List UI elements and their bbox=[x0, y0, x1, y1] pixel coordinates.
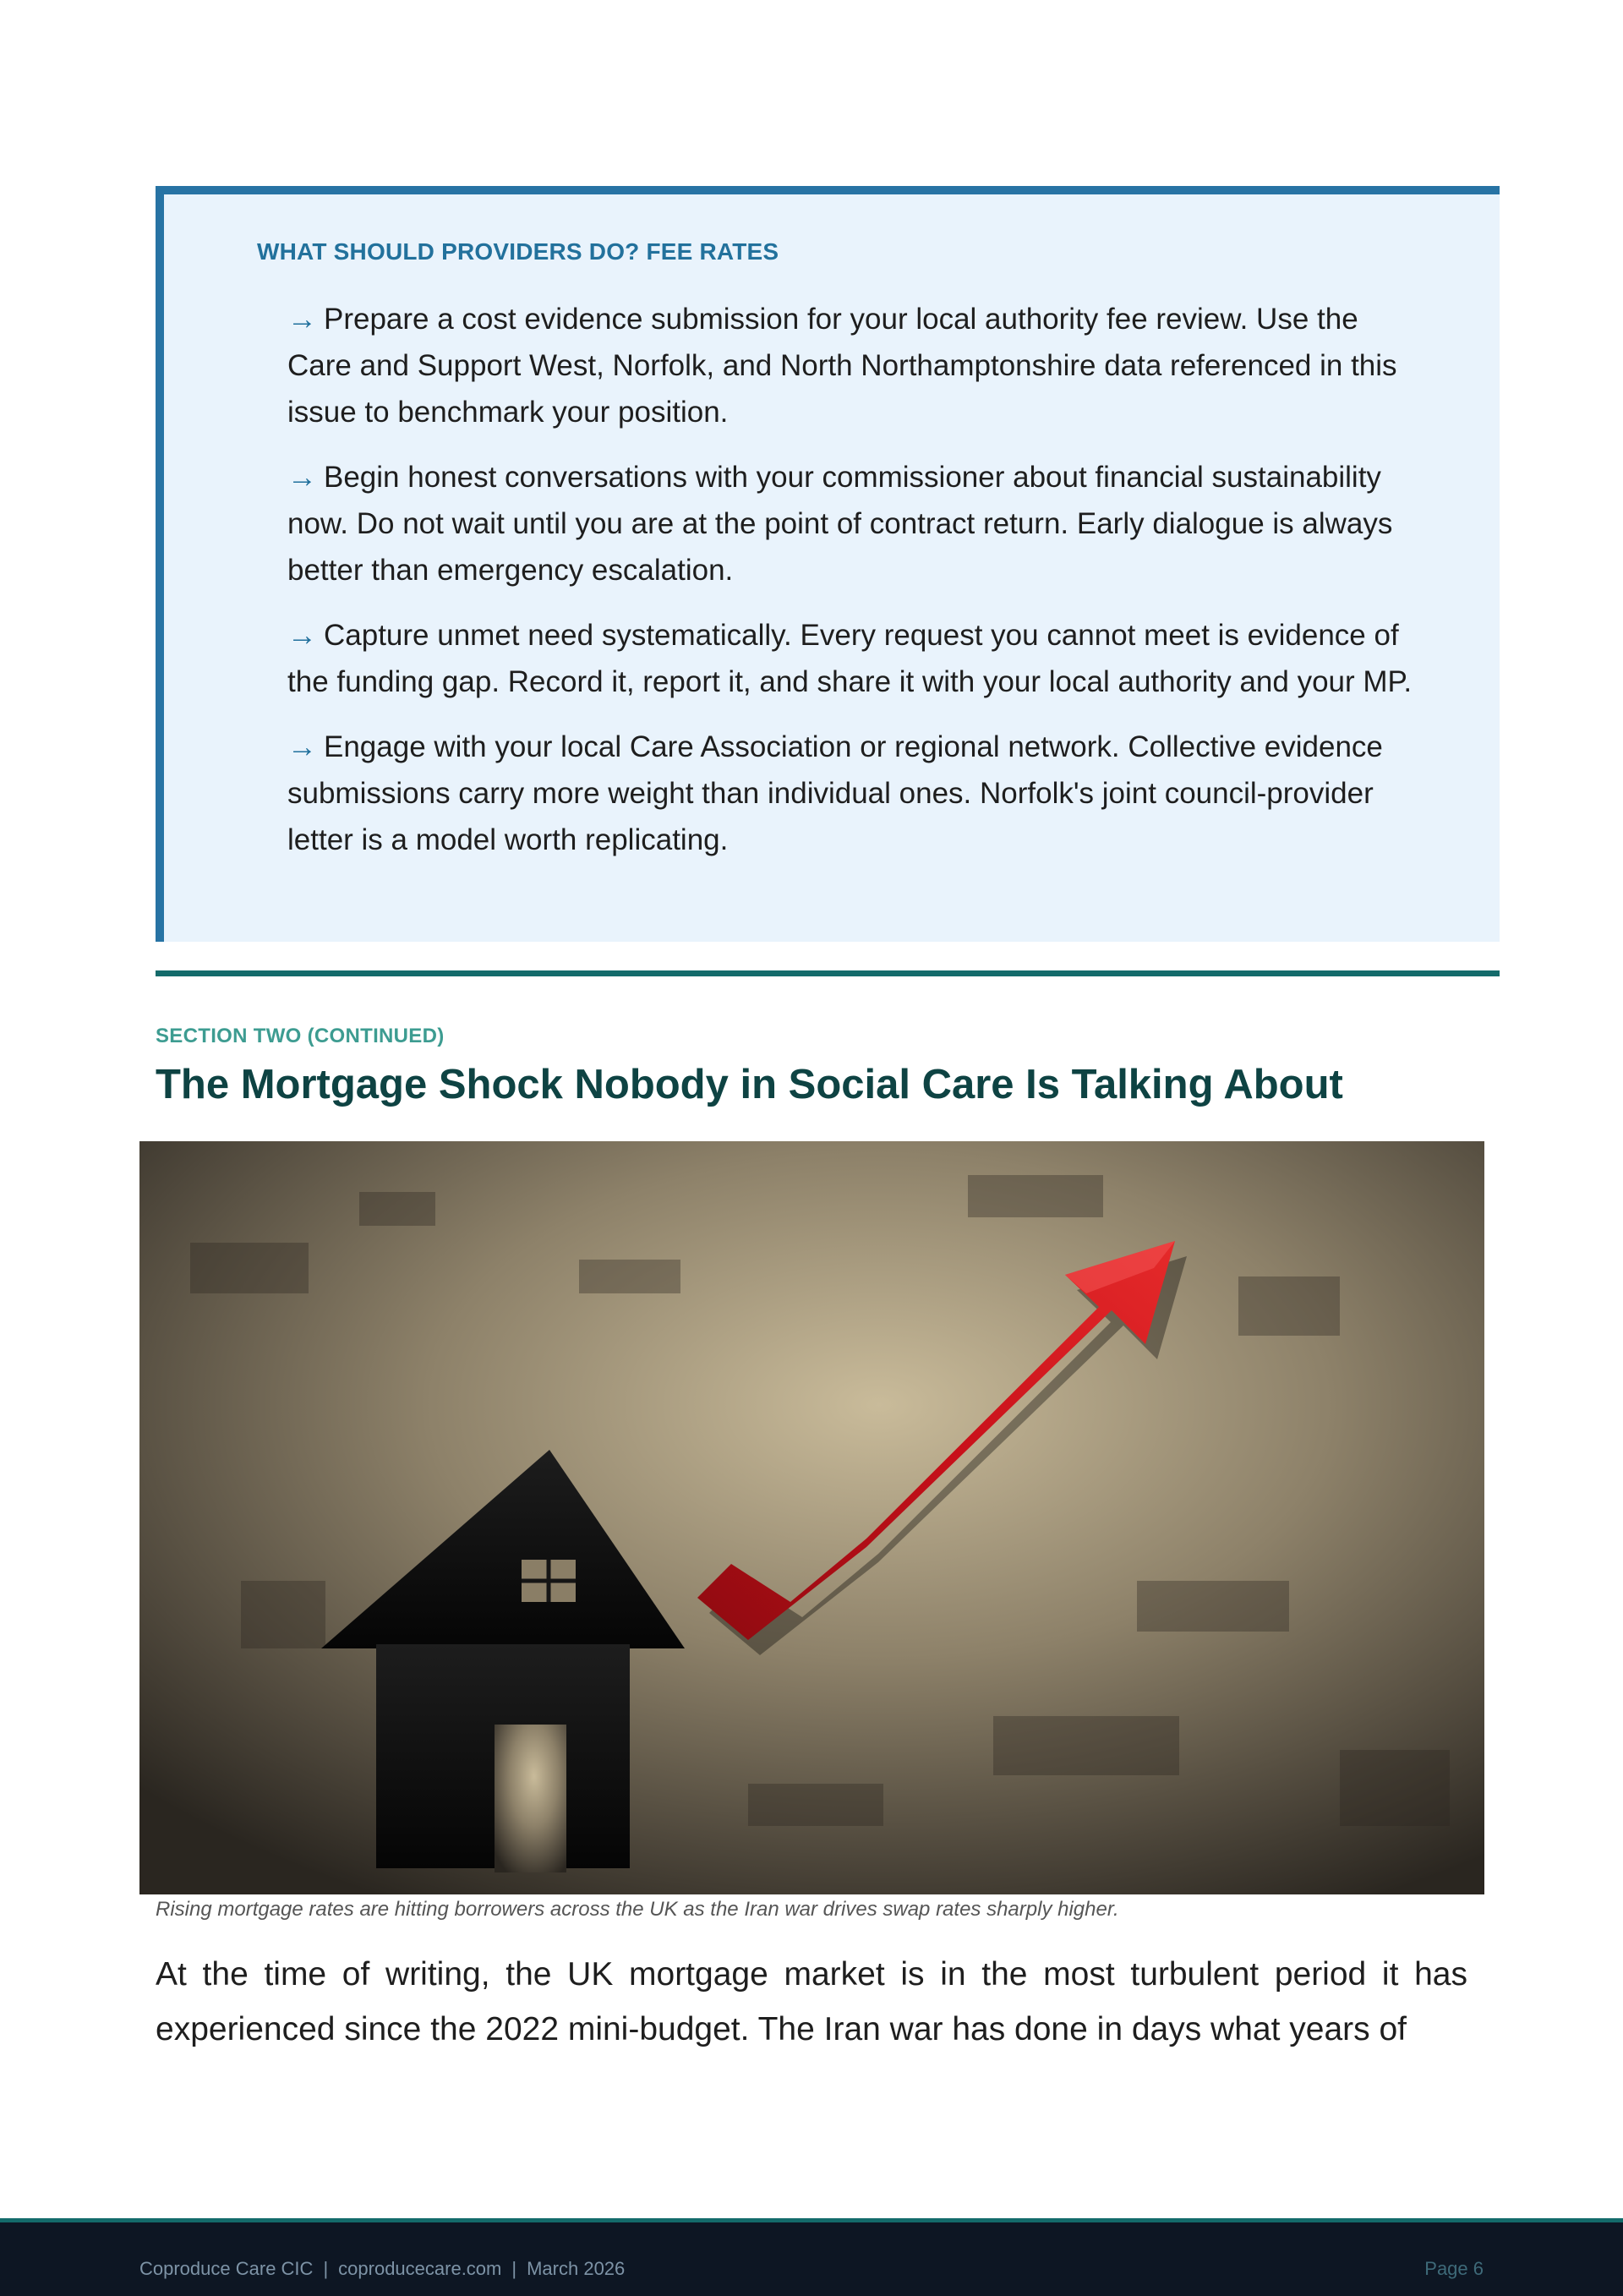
callout-item bbox=[287, 296, 1420, 435]
footer-separator: | bbox=[323, 2258, 329, 2279]
page-footer bbox=[0, 2218, 1623, 2296]
callout-title: WHAT SHOULD PROVIDERS DO? FEE RATES bbox=[257, 238, 779, 265]
section-headline: The Mortgage Shock Nobody in Social Care Is Talking About bbox=[156, 1062, 1343, 1107]
arrow-right-icon: → bbox=[287, 619, 317, 652]
arrow-right-icon: → bbox=[287, 461, 317, 494]
callout-list bbox=[287, 296, 1420, 882]
callout-item-text: Begin honest conversations with your commissioner about financial sustainability now. Do not wait until you are at the point of contract return. Early dialogue is always better than emergency escalation. bbox=[287, 461, 1393, 587]
callout-item bbox=[287, 612, 1420, 705]
footer-date: March 2026 bbox=[527, 2258, 626, 2279]
callout-item-text: Prepare a cost evidence submission for your local authority fee review. Use the Care and Support West, Norfolk, and North Northamptonshire data referenced in this issue to benchmark your position. bbox=[287, 303, 1397, 429]
section-kicker: SECTION TWO (CONTINUED) bbox=[156, 1025, 445, 1047]
arrow-right-icon: → bbox=[287, 730, 317, 763]
footer-org: Coproduce Care CIC bbox=[139, 2258, 314, 2279]
callout-item-text: Engage with your local Care Association or regional network. Collective evidence submissions carry more weight than individual ones. Norfolk's joint council-provider letter is a model worth replicating. bbox=[287, 730, 1383, 856]
page-number: Page 6 bbox=[1424, 2258, 1484, 2279]
wall-background bbox=[139, 1141, 1484, 1894]
callout-item bbox=[287, 724, 1420, 863]
house-rising-arrow-illustration bbox=[139, 1141, 1484, 1894]
body-paragraph: At the time of writing, the UK mortgage market is in the most turbulent period it has experienced since the 2022 mini-budget. The Iran war has done in days what years of bbox=[156, 1956, 1467, 2047]
section-divider bbox=[156, 970, 1500, 976]
footer-separator: | bbox=[511, 2258, 517, 2279]
figure-caption: Rising mortgage rates are hitting borrowers across the UK as the Iran war drives swap rates sharply higher. bbox=[156, 1898, 1119, 1921]
callout-item-text: Capture unmet need systematically. Every request you cannot meet is evidence of the funding gap. Record it, report it, and share it with your local authority and your MP. bbox=[287, 619, 1413, 698]
footer-info bbox=[139, 2258, 625, 2280]
fee-rates-callout bbox=[156, 186, 1500, 942]
footer-site-link[interactable]: coproducecare.com bbox=[338, 2258, 502, 2279]
arrow-right-icon: → bbox=[287, 303, 317, 336]
callout-item bbox=[287, 454, 1420, 593]
